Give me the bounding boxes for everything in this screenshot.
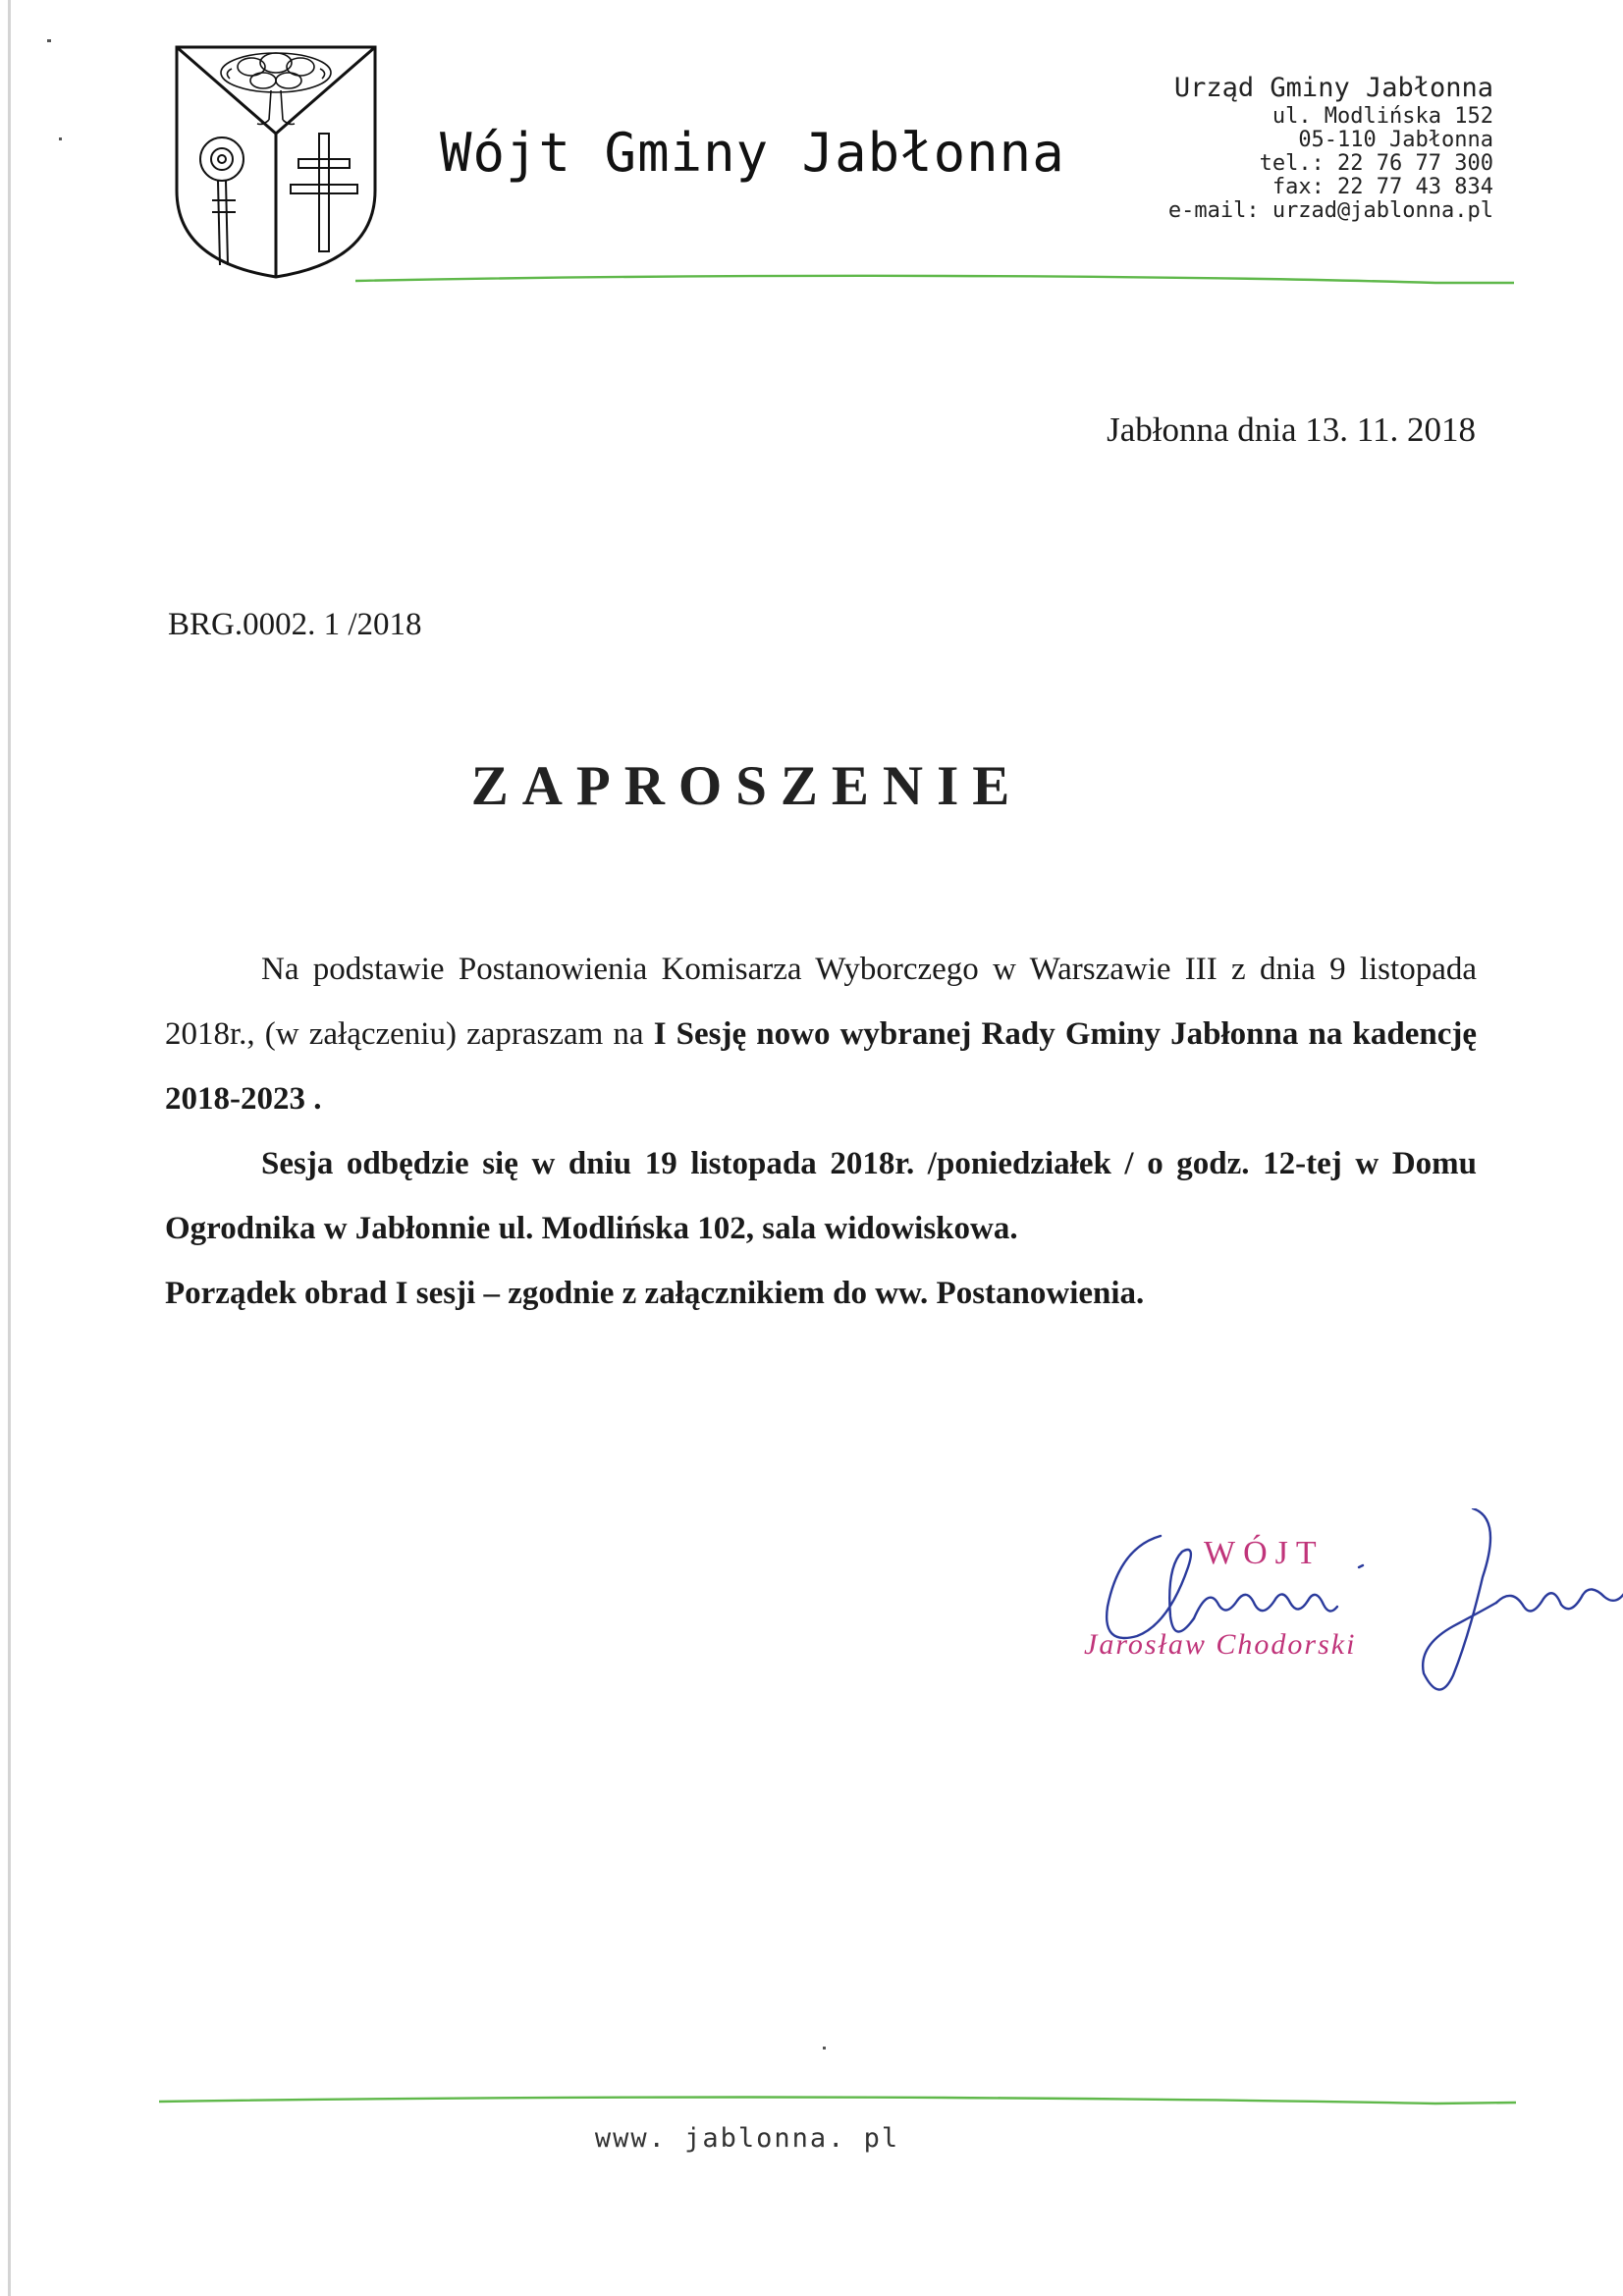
- body-paragraph-2: [165, 1131, 1477, 1261]
- coat-of-arms-logo: [173, 43, 379, 281]
- address-postal: 05-110 Jabłonna: [1298, 128, 1493, 152]
- paragraph-2-bold: Sesja odbędzie się w dniu 19 listopada 2018r. /poniedziałek / o godz. 12-tej w Domu Ogrodnika w Jabłonnie ul. Modlińska 102, sala widowiskowa.: [165, 1146, 1477, 1246]
- paragraph-3-bold: Porządek obrad I sesji – zgodnie z załącznikiem do ww. Postanowienia.: [165, 1276, 1145, 1311]
- paragraph-1-text: Na podstawie Postanowienia Komisarza Wyborczego w Warszawie III z dnia 9 listopada 2018r., (w załączeniu) zapraszam na: [165, 952, 1477, 1052]
- footer-rule: [159, 2090, 1516, 2113]
- body-paragraph-3: [165, 1261, 1477, 1326]
- letter-date: Jabłonna dnia 13. 11. 2018: [1107, 410, 1476, 449]
- scan-speck: [47, 39, 51, 42]
- reference-number: BRG.0002. 1 /2018: [168, 607, 422, 642]
- letterhead-address: [1168, 72, 1493, 223]
- body-paragraph-1: [165, 937, 1477, 1131]
- scan-speck: [823, 2047, 826, 2050]
- address-phone: tel.: 22 76 77 300: [1259, 151, 1493, 176]
- address-street: ul. Modlińska 152: [1271, 104, 1493, 129]
- scan-speck: [59, 137, 62, 140]
- address-organization: Urząd Gminy Jabłonna: [1173, 73, 1493, 103]
- address-email: e-mail: urzad@jablonna.pl: [1167, 198, 1493, 223]
- address-fax: fax: 22 77 43 834: [1271, 175, 1493, 199]
- header-rule: [355, 267, 1514, 297]
- signature-stamp: [1080, 1508, 1623, 1715]
- stamp-name: Jarosław Chodorski: [1084, 1628, 1357, 1661]
- document-heading: ZAPROSZENIE: [470, 755, 1024, 817]
- paragraph-1-bold: I Sesję nowo wybranej Rady Gminy Jabłonna na kadencję 2018-2023 .: [165, 1016, 1477, 1117]
- scan-edge: [8, 0, 11, 2296]
- letterhead-title: Wójt Gminy Jabłonna: [440, 122, 1065, 184]
- stamp-title: WÓJT: [1204, 1535, 1325, 1571]
- letter-body: [165, 937, 1477, 1326]
- footer-website: www. jablonna. pl: [594, 2123, 900, 2154]
